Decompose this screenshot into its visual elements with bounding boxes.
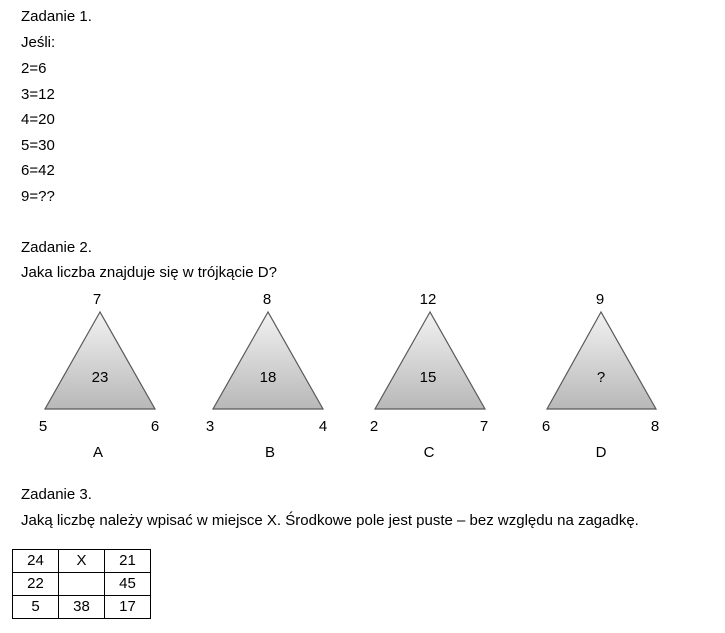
triangle-b-right: 4 <box>318 418 328 435</box>
triangle-b-top: 8 <box>262 291 272 308</box>
grid-row-2 <box>13 573 151 596</box>
task1-line-5: 6=42 <box>21 162 55 179</box>
grid-cell-r1c1: 24 <box>13 550 59 573</box>
triangle-c-right: 7 <box>479 418 489 435</box>
triangle-c-center: 15 <box>419 369 437 386</box>
triangle-a-center: 23 <box>91 369 109 386</box>
task1-line-2: 3=12 <box>21 86 55 103</box>
triangle-b <box>213 312 323 409</box>
triangle-c-name: C <box>423 444 435 461</box>
triangle-d <box>547 312 656 409</box>
triangle-a-top: 7 <box>92 291 102 308</box>
task1-line-6: 9=?? <box>21 188 55 205</box>
grid-cell-r2c1: 22 <box>13 573 59 596</box>
triangle-d-left: 6 <box>541 418 551 435</box>
task2-title: Zadanie 2. <box>21 239 92 256</box>
triangle-c-top: 12 <box>419 291 437 308</box>
grid-row-3 <box>13 596 151 619</box>
grid-cell-r3c3: 17 <box>105 596 151 619</box>
triangle-c <box>375 312 485 409</box>
triangle-b-name: B <box>264 444 276 461</box>
task3-question: Jaką liczbę należy wpisać w miejsce X. Środkowe pole jest puste – bez względu na zagadkę. <box>21 512 639 529</box>
triangle-a-right: 6 <box>150 418 160 435</box>
grid-cell-r1c2: X <box>59 550 105 573</box>
task3-grid <box>12 549 151 619</box>
task1-line-1: 2=6 <box>21 60 47 77</box>
triangle-d-right: 8 <box>650 418 660 435</box>
task1-line-4: 5=30 <box>21 137 55 154</box>
grid-cell-r1c3: 21 <box>105 550 151 573</box>
task3-title: Zadanie 3. <box>21 486 92 503</box>
triangle-a-left: 5 <box>38 418 48 435</box>
grid-row-1 <box>13 550 151 573</box>
task1-intro: Jeśli: <box>21 34 56 51</box>
triangle-d-name: D <box>595 444 607 461</box>
triangle-d-center: ? <box>596 369 606 386</box>
triangle-b-center: 18 <box>259 369 277 386</box>
triangle-b-left: 3 <box>205 418 215 435</box>
grid-cell-r3c1: 5 <box>13 596 59 619</box>
grid-cell-r2c2 <box>59 573 105 596</box>
grid-cell-r3c2: 38 <box>59 596 105 619</box>
triangle-a <box>45 312 155 409</box>
task1-title: Zadanie 1. <box>21 8 92 25</box>
task1-line-3: 4=20 <box>21 111 55 128</box>
triangle-d-top: 9 <box>595 291 605 308</box>
triangle-c-left: 2 <box>369 418 379 435</box>
triangle-a-name: A <box>92 444 104 461</box>
grid-cell-r2c3: 45 <box>105 573 151 596</box>
task2-question: Jaka liczba znajduje się w trójkącie D? <box>21 264 277 281</box>
